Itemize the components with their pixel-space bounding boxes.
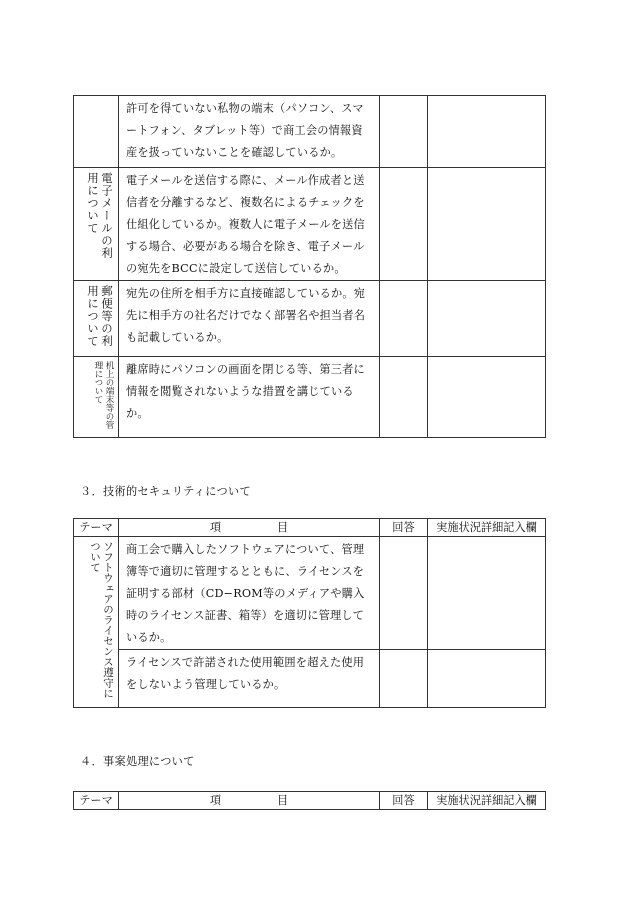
table-header-row bbox=[74, 519, 546, 537]
header-theme: テーマ bbox=[74, 792, 119, 810]
header-theme: テーマ bbox=[74, 519, 119, 537]
answer-cell[interactable] bbox=[380, 650, 428, 708]
theme-label: 郵便等の利用について bbox=[86, 285, 114, 348]
answer-cell[interactable] bbox=[380, 281, 428, 357]
incident-handling-table bbox=[73, 791, 546, 810]
detail-cell[interactable] bbox=[428, 96, 546, 168]
header-item: 項 目 bbox=[119, 792, 380, 810]
security-checklist-table-continued bbox=[73, 95, 546, 438]
technical-security-table bbox=[73, 518, 546, 708]
table-row bbox=[74, 650, 546, 708]
item-cell: 離席時にパソコンの画面を閉じる等、第三者に情報を閲覧されないような措置を講じているか。 bbox=[119, 357, 380, 438]
header-item: 項 目 bbox=[119, 519, 380, 537]
table-row bbox=[74, 96, 546, 168]
theme-cell bbox=[74, 281, 119, 357]
header-detail: 実施状況詳細記入欄 bbox=[428, 519, 546, 537]
detail-cell[interactable] bbox=[428, 357, 546, 438]
theme-label: 電子メールの利用について bbox=[86, 172, 114, 260]
detail-cell[interactable] bbox=[428, 168, 546, 281]
header-answer: 回答 bbox=[380, 519, 428, 537]
item-cell: 許可を得ていない私物の端末（パソコン、スマートフォン、タブレット等）で商工会の情報資産を扱っていないことを確認しているか。 bbox=[119, 96, 380, 168]
answer-cell[interactable] bbox=[380, 96, 428, 168]
table-row bbox=[74, 281, 546, 357]
table-row bbox=[74, 168, 546, 281]
table-row bbox=[74, 357, 546, 438]
item-cell: 電子メールを送信する際に、メール作成者と送信者を分離するなど、複数名によるチェックを仕組化しているか。複数人に電子メールを送信する場合、必要がある場合を除き、電子メールの宛先をBCCに設定して送信しているか。 bbox=[119, 168, 380, 281]
theme-cell bbox=[74, 96, 119, 168]
theme-label: ソフトウェアのライセンス遵守について bbox=[89, 541, 114, 699]
theme-cell bbox=[74, 537, 119, 708]
theme-cell bbox=[74, 357, 119, 438]
item-cell: ライセンスで許諾された使用範囲を超えた使用をしないよう管理しているか。 bbox=[119, 650, 380, 708]
answer-cell[interactable] bbox=[380, 357, 428, 438]
theme-label: 机上の端末等の管理について bbox=[93, 361, 114, 429]
header-detail: 実施状況詳細記入欄 bbox=[428, 792, 546, 810]
detail-cell[interactable] bbox=[428, 281, 546, 357]
item-cell: 商工会で購入したソフトウェアについて、管理簿等で適切に管理するとともに、ライセンスを証明する部材（CD−ROM等のメディアや購入時のライセンス証書、箱等）を適切に管理しているか。 bbox=[119, 537, 380, 650]
table-header-row bbox=[74, 792, 546, 810]
section-4-title: ４．事案処理について bbox=[80, 755, 195, 768]
detail-cell[interactable] bbox=[428, 537, 546, 650]
header-answer: 回答 bbox=[380, 792, 428, 810]
theme-cell bbox=[74, 168, 119, 281]
answer-cell[interactable] bbox=[380, 537, 428, 650]
table-row bbox=[74, 537, 546, 650]
section-3-title: ３．技術的セキュリティについて bbox=[80, 485, 251, 498]
item-cell: 宛先の住所を相手方に直接確認しているか。宛先に相手方の社名だけでなく部署名や担当者名も記載しているか。 bbox=[119, 281, 380, 357]
detail-cell[interactable] bbox=[428, 650, 546, 708]
answer-cell[interactable] bbox=[380, 168, 428, 281]
